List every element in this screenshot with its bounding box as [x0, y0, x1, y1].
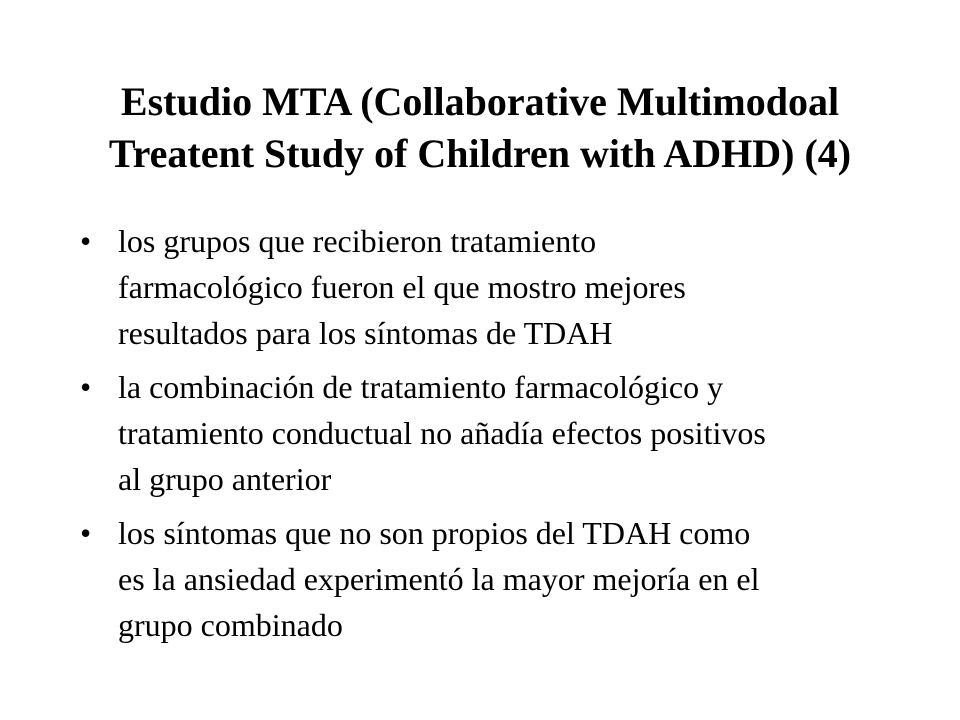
bullet-marker: • [80, 369, 92, 405]
bullet-item-2 [80, 364, 910, 502]
bullet-list [80, 218, 910, 648]
bullet-text-line: los síntomas que no son propios del TDAH como [118, 515, 751, 551]
bullet-text-line: es la ansiedad experimentó la mayor mejoría en el [118, 561, 760, 597]
bullet-text-line: tratamiento conductual no añadía efectos positivos [118, 415, 766, 451]
bullet-text-line: grupo combinado [118, 607, 343, 643]
slide-title-line-2: Treatent Study of Children with ADHD) (4) [108, 131, 852, 176]
bullet-text-line: los grupos que recibieron tratamiento [118, 223, 597, 259]
slide-title-line-1: Estudio MTA (Collaborative Multimodoal [120, 79, 840, 124]
bullet-text [118, 218, 910, 356]
bullet-item-1 [80, 218, 910, 356]
bullet-text [118, 510, 910, 648]
bullet-item-3 [80, 510, 910, 648]
bullet-text-line: al grupo anterior [118, 461, 332, 497]
bullet-text [118, 364, 910, 502]
bullet-marker: • [80, 515, 92, 551]
bullet-text-line: la combinación de tratamiento farmacológico y [118, 369, 724, 405]
bullet-marker: • [80, 223, 92, 259]
bullet-text-line: farmacológico fueron el que mostro mejores [118, 269, 686, 305]
bullet-text-line: resultados para los síntomas de TDAH [118, 315, 613, 351]
slide-title [40, 76, 920, 180]
